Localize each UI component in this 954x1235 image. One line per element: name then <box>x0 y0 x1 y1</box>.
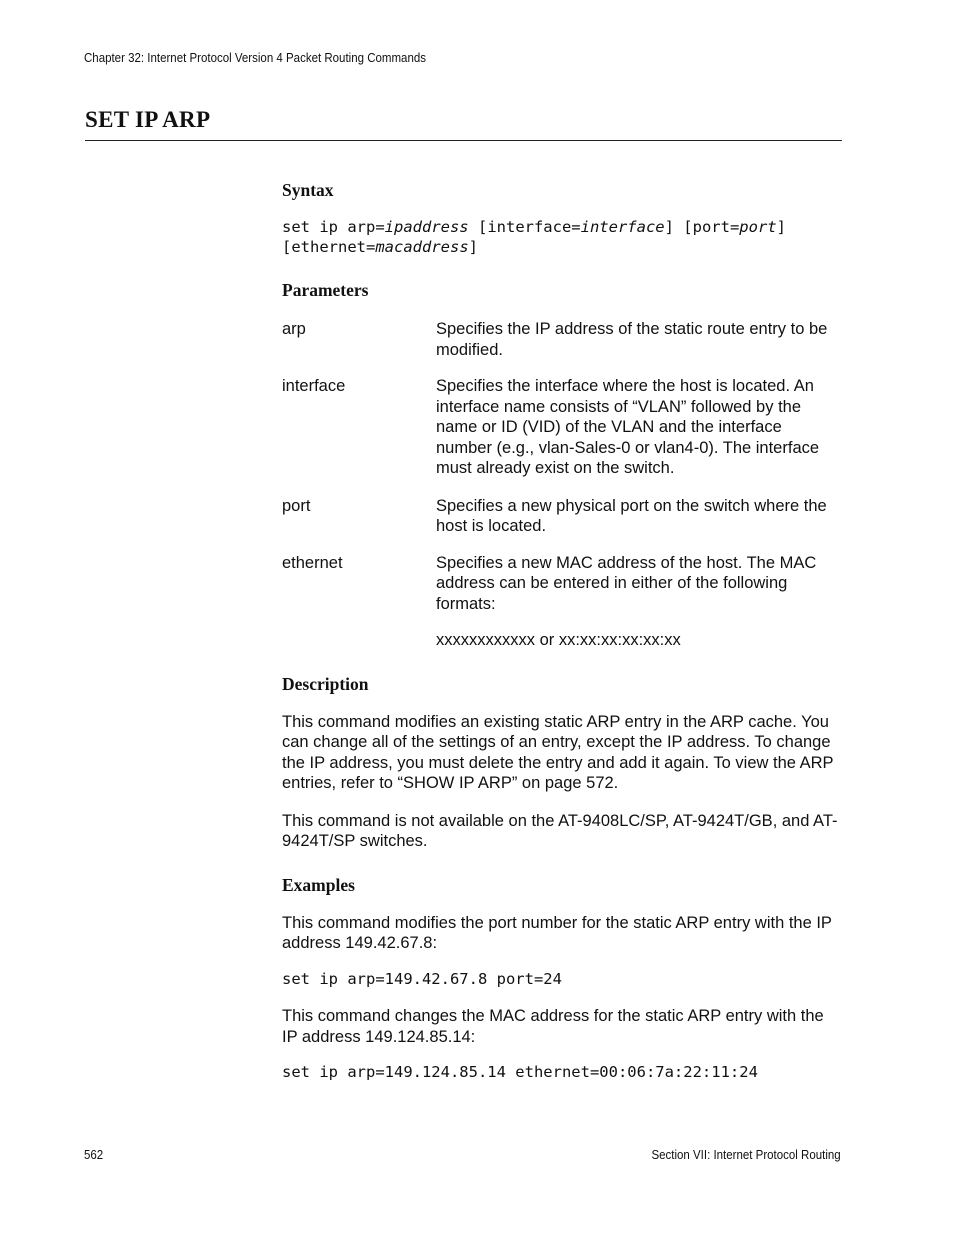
param-row-arp <box>282 319 842 360</box>
page-title: SET IP ARP <box>85 107 211 132</box>
mac-format: xxxxxxxxxxxx or xx:xx:xx:xx:xx:xx <box>436 631 681 649</box>
param-desc: Specifies the IP address of the static route entry to be modified. <box>436 320 828 359</box>
syntax-part: [ethernet= <box>282 237 376 256</box>
main-content <box>282 180 842 1083</box>
param-name: port <box>282 496 311 515</box>
section-footer: Section VII: Internet Protocol Routing <box>651 1148 841 1162</box>
param-desc: Specifies the interface where the host is located. An interface name consists of “VLAN” followed by the name or ID (VID) of the VLAN and the interface number (e.g., vlan-Sales-0 or vlan4-0). The interface must already exist on the switch. <box>436 377 820 477</box>
param-row-ethernet <box>282 553 842 651</box>
syntax-arg-interface: interface <box>580 218 665 236</box>
syntax-arg-port: port <box>739 218 777 236</box>
syntax-part: ] <box>468 237 478 256</box>
param-row-interface <box>282 376 842 479</box>
syntax-part: ] [port= <box>664 218 740 236</box>
syntax-part: set ip arp= <box>282 218 385 236</box>
param-row-port <box>282 496 842 537</box>
param-desc: Specifies a new physical port on the switch where the host is located. <box>436 496 827 535</box>
examples-heading: Examples <box>282 874 355 895</box>
page-number: 562 <box>84 1148 104 1162</box>
example-code: set ip arp=149.42.67.8 port=24 <box>282 969 562 988</box>
title-rule <box>85 140 842 141</box>
parameters-heading: Parameters <box>282 280 369 300</box>
param-desc-block <box>436 553 842 651</box>
param-desc: Specifies a new MAC address of the host. The MAC address can be entered in either of the following formats: <box>436 553 817 613</box>
syntax-part: ] <box>776 218 786 236</box>
description-heading: Description <box>282 673 369 694</box>
syntax-code <box>282 218 842 257</box>
description-paragraph: This command modifies an existing static ARP entry in the ARP cache. You can change all of the settings of an entry, except the IP address. To change the IP address, you must delete the entry and add it again. To view the ARP entries, refer to “SHOW IP ARP” on page 572. <box>282 712 834 792</box>
param-name: interface <box>282 377 346 395</box>
param-name: ethernet <box>282 553 343 572</box>
param-name: arp <box>282 320 306 338</box>
syntax-arg-ipaddress: ipaddress <box>384 218 469 236</box>
syntax-heading: Syntax <box>282 180 334 200</box>
syntax-arg-macaddress: macaddress <box>375 237 469 256</box>
description-paragraph: This command is not available on the AT-9408LC/SP, AT-9424T/GB, and AT-9424T/SP switches. <box>282 811 838 850</box>
example-text: This command modifies the port number for the static ARP entry with the IP address 149.42.67.8: <box>282 913 832 952</box>
example-text: This command changes the MAC address for the static ARP entry with the IP address 149.124.85.14: <box>282 1007 824 1046</box>
example-code: set ip arp=149.124.85.14 ethernet=00:06:7a:22:11:24 <box>282 1063 758 1081</box>
syntax-part: [interface= <box>468 218 581 236</box>
chapter-header: Chapter 32: Internet Protocol Version 4 Packet Routing Commands <box>84 51 426 65</box>
